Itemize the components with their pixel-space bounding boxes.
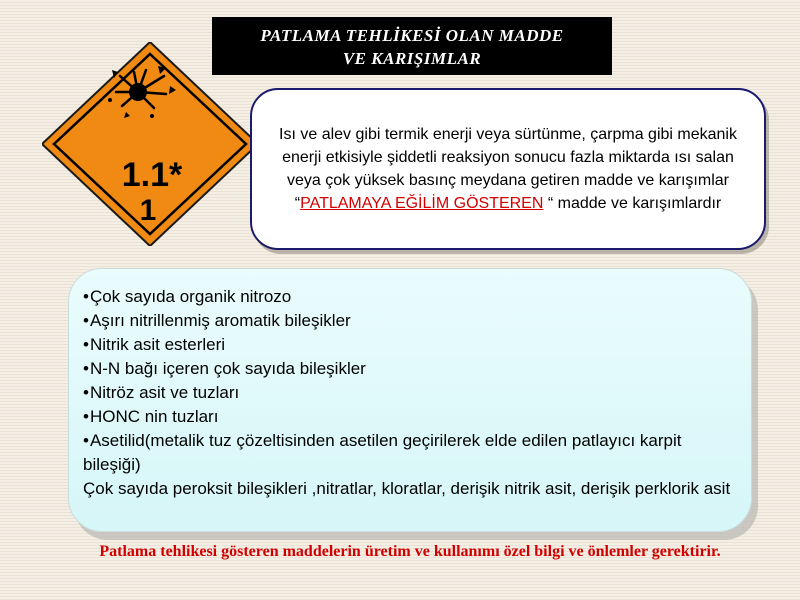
hazard-division-number: 1 xyxy=(139,194,157,227)
title-line-1: PATLAMA TEHLİKESİ OLAN MADDE xyxy=(260,26,564,45)
list-item: •Nitrik asit esterleri xyxy=(83,335,226,354)
explosive-hazard-label xyxy=(42,42,258,246)
page-title xyxy=(212,17,612,75)
hazard-class-number: 1.1* xyxy=(121,156,183,194)
footer-note: Patlama tehlikesi gösteren maddelerin üretim ve kullanımı özel bilgi ve önlemler gerektirir. xyxy=(99,543,721,560)
highlight-text: PATLAMAYA EĞİLİM GÖSTEREN xyxy=(300,195,544,212)
definition-box xyxy=(250,88,766,250)
list-item: •Nitröz asit ve tuzları xyxy=(83,383,240,402)
title-line-2: VE KARIŞIMLAR xyxy=(342,49,482,68)
list-item: •N-N bağı içeren çok sayıda bileşikler xyxy=(83,359,366,378)
list-item: •HONC nin tuzları xyxy=(83,407,219,426)
list-item: •Çok sayıda organik nitrozo xyxy=(83,287,292,306)
list-item: •Aşırı nitrillenmiş aromatik bileşikler xyxy=(83,311,351,330)
list-extra-text: Çok sayıda peroksit bileşikleri ,nitratlar, kloratlar, derişik nitrik asit, derişik perklorik asit xyxy=(83,479,731,498)
explosive-diamond-icon xyxy=(42,42,258,246)
definition-text: Isı ve alev gibi termik enerji veya sürtünme, çarpma gibi mekanik enerji etkisiyle şiddetli reaksiyon sonucu fazla miktarda ısı salan veya çok yüksek basınç meydana getiren madde ve karışımlar “PATLAMAYA EĞİLİM GÖSTEREN “ madde ve karışımlardır xyxy=(279,126,737,212)
substance-list xyxy=(83,285,733,477)
list-item: •Asetilid(metalik tuz çözeltisinden asetilen geçirilerek elde edilen patlayıcı karpit bileşiği) xyxy=(83,431,682,474)
substance-list-box xyxy=(68,268,752,532)
